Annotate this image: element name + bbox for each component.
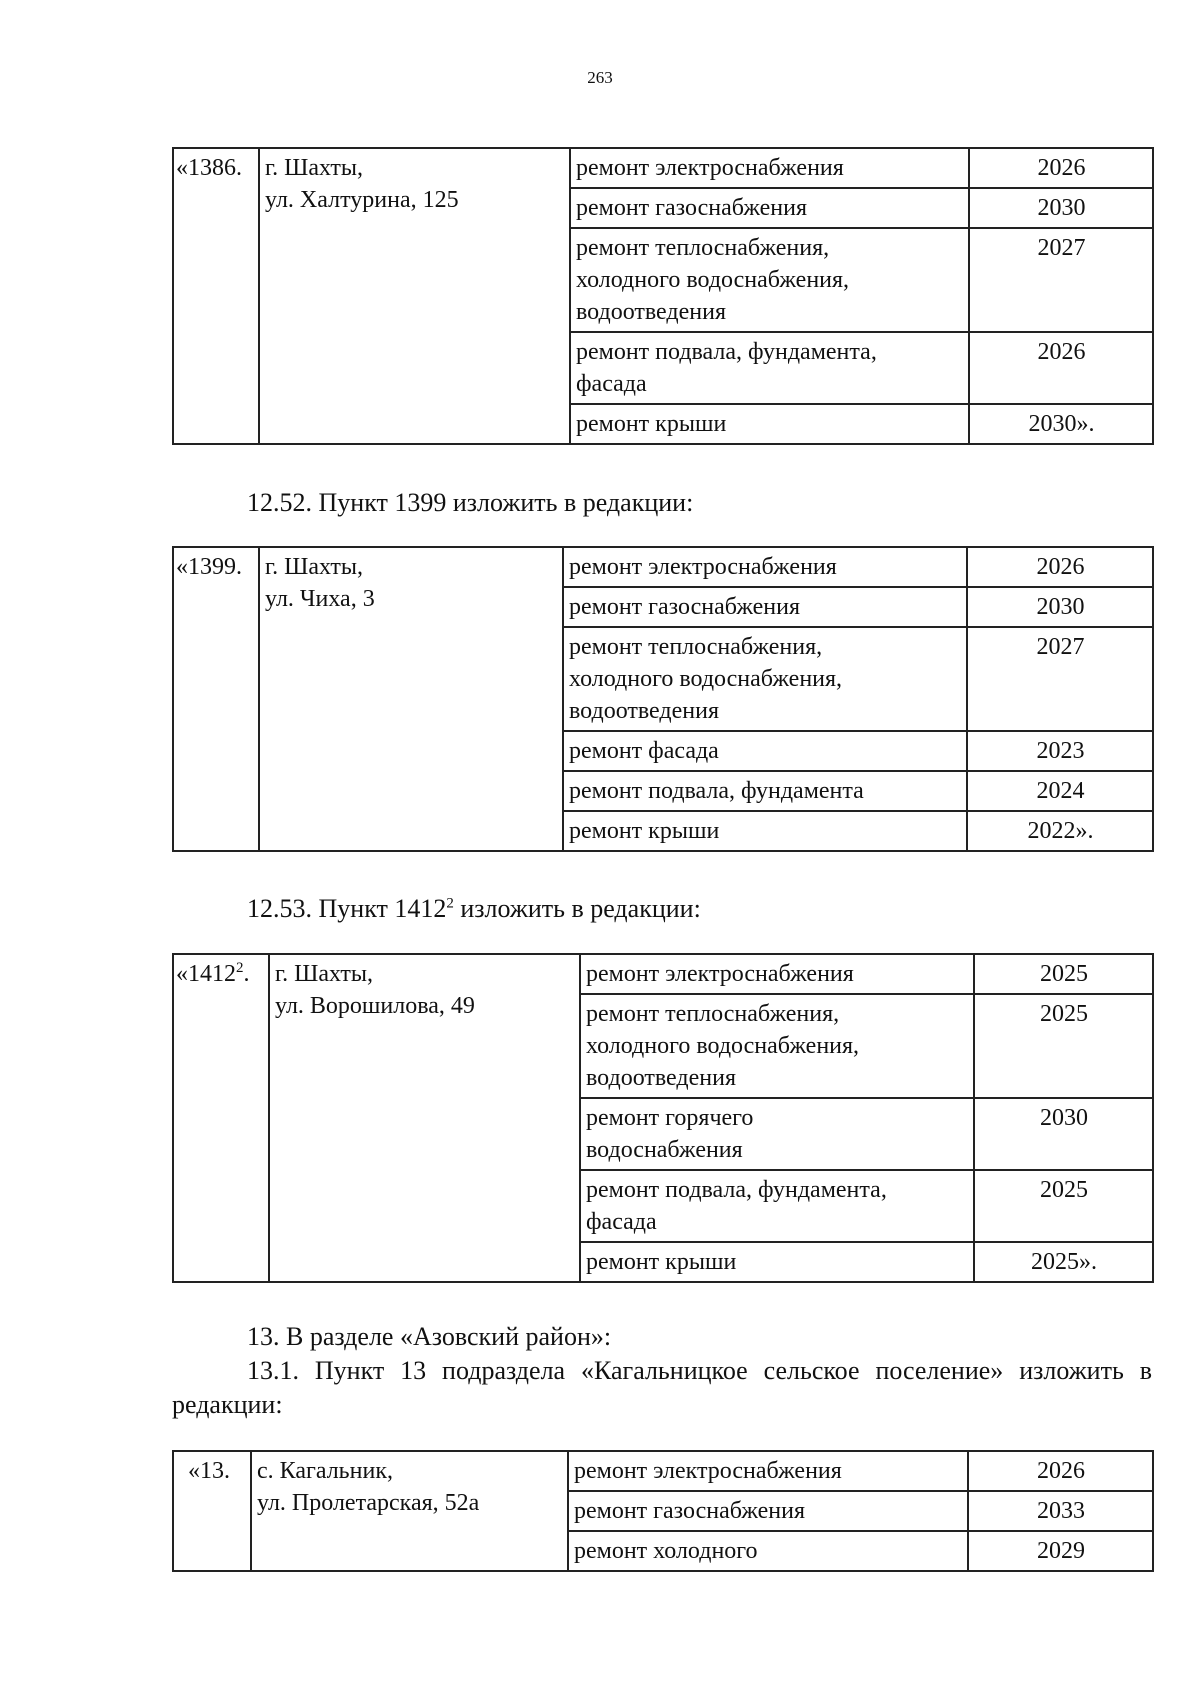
paragraph-text: изложить в редакции: [453,894,701,923]
year-cell: 2026 [969,148,1153,188]
address-cell [251,1451,568,1571]
year-cell: 2025 [974,954,1153,994]
table-item-1412-2 [172,953,1154,1283]
paragraph-text: 12.53. Пункт 1412 [247,894,447,923]
work-line: водоснабжения [586,1137,743,1163]
table-row [173,1451,1153,1491]
work-cell: ремонт крыши [570,404,969,444]
year-cell: 2030 [967,587,1153,627]
address-cell [269,954,580,1282]
work-cell: ремонт холодного [568,1531,968,1571]
year-cell: 2025». [974,1242,1153,1282]
work-cell [570,228,969,332]
year-cell: 2033 [968,1491,1153,1531]
year-cell: 2022». [967,811,1153,851]
year-cell: 2026 [968,1451,1153,1491]
work-line: холодного водоснабжения, [576,267,850,293]
paragraph-12-53 [247,892,701,926]
address-line: г. Шахты, [265,155,364,181]
item-number: «1399. [173,547,259,851]
work-cell: ремонт газоснабжения [570,188,969,228]
work-line: ремонт теплоснабжения, [569,634,823,660]
table-row [173,148,1153,188]
year-cell: 2027 [967,627,1153,731]
work-cell [580,1170,974,1242]
address-line: ул. Чиха, 3 [265,586,375,612]
year-cell: 2026 [967,547,1153,587]
work-line: водоотведения [576,299,726,325]
year-cell: 2030 [974,1098,1153,1170]
table-row [173,547,1153,587]
address-line: г. Шахты, [265,554,364,580]
superscript: 2 [236,960,244,976]
work-cell [570,332,969,404]
year-cell: 2025 [974,994,1153,1098]
year-cell: 2026 [969,332,1153,404]
address-cell [259,547,563,851]
work-line: ремонт теплоснабжения, [576,235,830,261]
page-number: 263 [587,68,613,87]
table-item-1386 [172,147,1154,445]
year-cell: 2027 [969,228,1153,332]
work-line: ремонт подвала, фундамента, [586,1177,887,1203]
address-line: г. Шахты, [275,961,374,987]
work-cell: ремонт электроснабжения [570,148,969,188]
address-line: с. Кагальник, [257,1458,393,1484]
item-number: «1412$^2$. [173,954,269,1282]
year-cell: 2023 [967,731,1153,771]
work-cell: ремонт крыши [580,1242,974,1282]
table-item-13 [172,1450,1154,1572]
work-cell: ремонт газоснабжения [563,587,967,627]
paragraph-13-1: 13.1. Пункт 13 подраздела «Кагальницкое сельское поселение» изложить в редакции: [172,1356,1152,1419]
table-item-1399 [172,546,1154,852]
work-cell [563,627,967,731]
paragraph-13: 13. В разделе «Азовский район»: [247,1322,612,1351]
work-cell: ремонт крыши [563,811,967,851]
year-cell: 2030». [969,404,1153,444]
superscript: 2 [446,895,454,912]
work-cell: ремонт подвала, фундамента [563,771,967,811]
table-row [173,954,1153,994]
work-cell: ремонт электроснабжения [568,1451,968,1491]
work-cell: ремонт электроснабжения [580,954,974,994]
work-line: фасада [576,371,647,397]
work-cell: ремонт газоснабжения [568,1491,968,1531]
work-cell [580,1098,974,1170]
item-number: «1386. [173,148,259,444]
work-line: фасада [586,1209,657,1235]
paragraph-12-52: 12.52. Пункт 1399 изложить в редакции: [247,488,694,517]
address-line: ул. Ворошилова, 49 [275,993,475,1019]
address-cell [259,148,570,444]
address-line: ул. Халтурина, 125 [265,187,459,213]
work-line: ремонт горячего [586,1105,754,1131]
year-cell: 2024 [967,771,1153,811]
work-line: водоотведения [586,1065,736,1091]
work-cell [580,994,974,1098]
work-line: ремонт теплоснабжения, [586,1001,840,1027]
work-line: холодного водоснабжения, [586,1033,860,1059]
year-cell: 2030 [969,188,1153,228]
work-cell: ремонт электроснабжения [563,547,967,587]
work-line: ремонт подвала, фундамента, [576,339,877,365]
address-line: ул. Пролетарская, 52а [257,1490,480,1516]
work-line: водоотведения [569,698,719,724]
work-line: холодного водоснабжения, [569,666,843,692]
year-cell: 2025 [974,1170,1153,1242]
work-cell: ремонт фасада [563,731,967,771]
year-cell: 2029 [968,1531,1153,1571]
item-number: «13. [173,1451,251,1571]
